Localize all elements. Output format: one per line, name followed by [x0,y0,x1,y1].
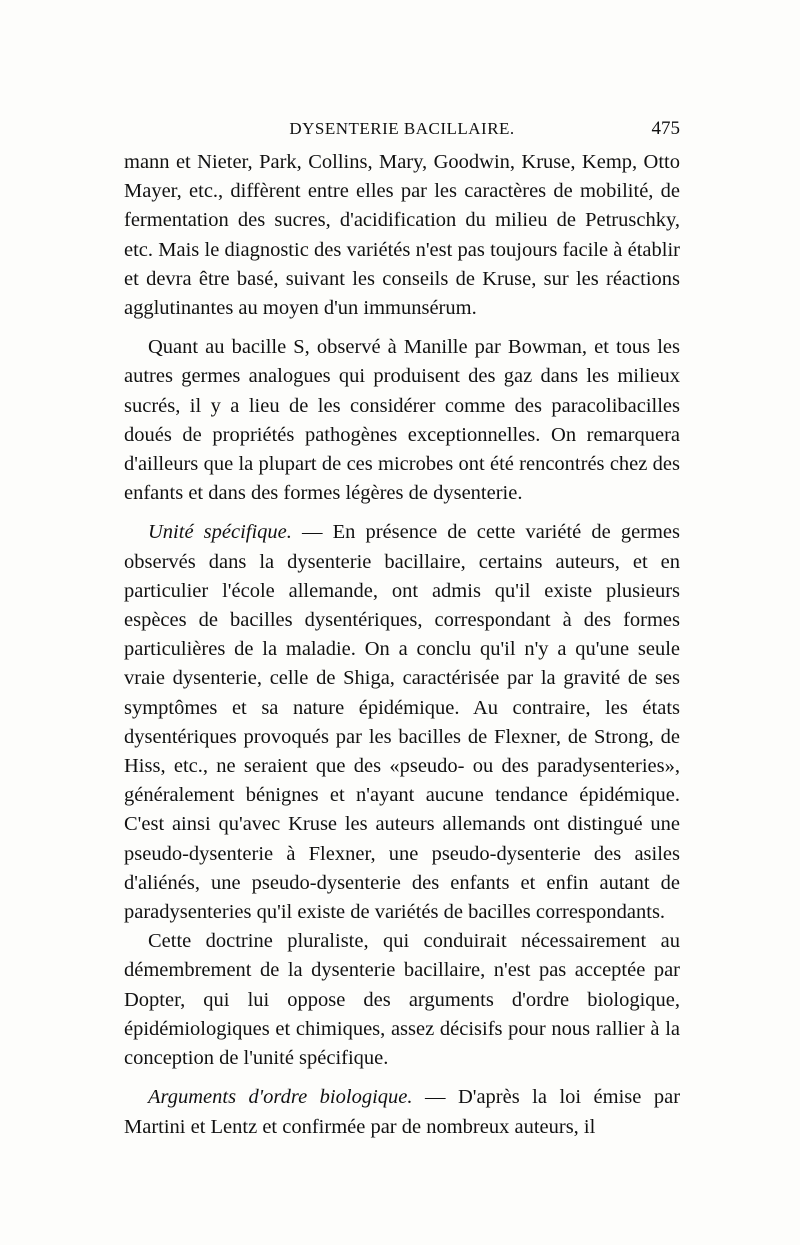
paragraph-text: — D'après la loi émise par Martini et Lentz et confirmée par de nombreux auteurs, il [124,1086,681,1138]
section-heading: Arguments d'ordre biologique. [148,1086,413,1109]
paragraph-text: Quant au bacille S, observé à Manille par Bowman, et tous les autres germes analogues qui produisent des gaz dans les milieux sucrés, il y a lieu de les considérer comme des paracolibacilles doués de propriétés pathogènes exceptionnelles. On remarquera d'ailleurs que la plupart de ces microbes ont été rencontrés chez des enfants et dans des formes légères de dysenterie. [124,336,680,505]
running-head [124,116,680,142]
paragraph-unite-specifique [124,518,680,927]
paragraph-text: Cette doctrine pluraliste, qui conduirait nécessairement au démembrement de la dysenterie bacillaire, n'est pas acceptée par Dopter, qui lui oppose des arguments d'ordre biologique, épidémiologiques et chimiques, assez décisifs pour nous rallier à la conception de l'unité spécifique. [124,930,680,1070]
running-title: DYSENTERIE BACILLAIRE. [289,119,515,138]
paragraph-arguments-biologiques [124,1083,680,1141]
paragraph-bacille-s [124,333,680,508]
page-number: 475 [651,118,680,139]
paragraph-text: — En présence de cette variété de germes observés dans la dysenterie bacillaire, certains auteurs, et en particulier l'école allemande, ont admis qu'il existe plusieurs espèces de bacilles dysentériques, correspondant à des formes particulières de la maladie. On a conclu qu'il n'y a qu'une seule vraie dysenterie, celle de Shiga, caractérisée par la gravité de ses symptômes et sa nature épidémique. Au contraire, les états dysentériques provoqués par les bacilles de Flexner, de Strong, de Hiss, etc., ne seraient que des «pseudo- ou des paradysenteries», généralement bénignes et n'ayant aucune tendance épidémique. C'est ainsi qu'avec Kruse les auteurs allemands ont distingué une pseudo-dysenterie à Flexner, une pseudo-dysenterie des asiles d'aliénés, une pseudo-dysenterie des enfants et enfin autant de paradysenteries qu'il existe de variétés de bacilles correspondants. [124,521,681,924]
section-heading: Unité spécifique. [148,521,292,544]
paragraph-doctrine-pluraliste [124,927,680,1073]
paragraph-text: mann et Nieter, Park, Collins, Mary, Goodwin, Kruse, Kemp, Otto Mayer, etc., diffèrent entre elles par les caractères de mobilité, de fermentation des sucres, d'acidification du milieu de Petruschky, etc. Mais le diagnostic des variétés n'est pas toujours facile à établir et devra être basé, suivant les conseils de Kruse, sur les réactions agglutinantes au moyen d'un immunsérum. [124,151,680,320]
paragraph-continuation [124,148,680,323]
body-text [124,148,680,1142]
